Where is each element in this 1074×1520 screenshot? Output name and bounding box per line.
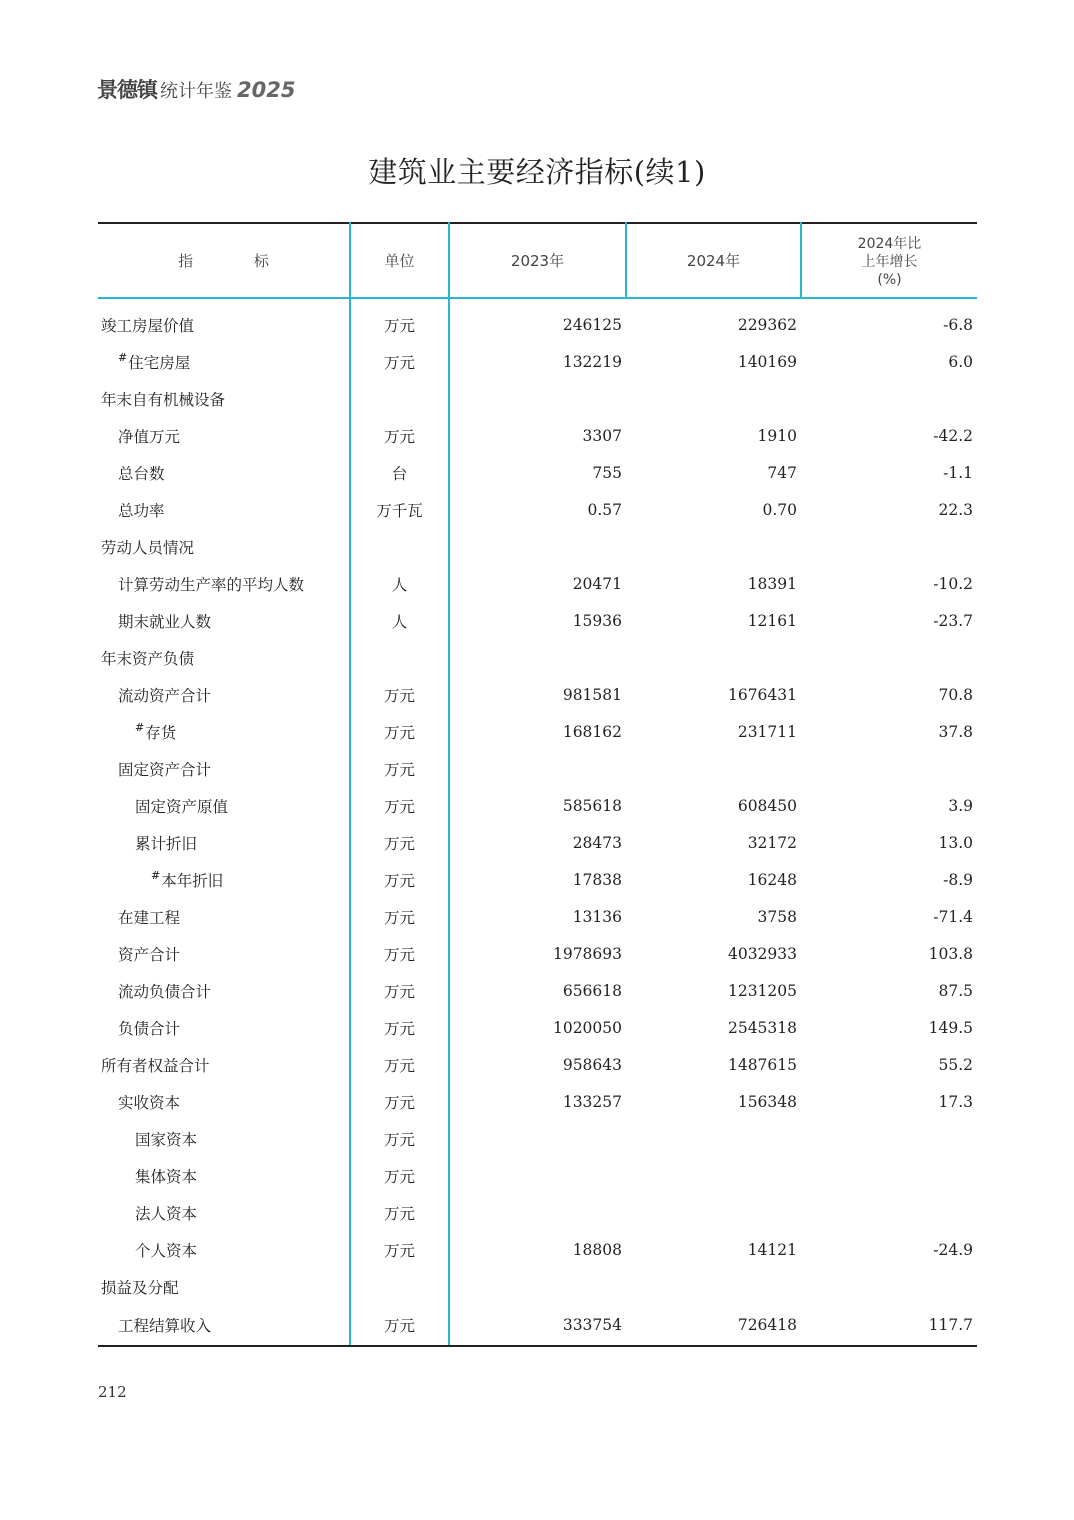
value-2023-cell: 585618 xyxy=(562,796,622,815)
table-row xyxy=(98,491,977,528)
value-2024-cell: 231711 xyxy=(737,722,797,741)
unit-cell: 万元 xyxy=(350,343,449,380)
table-row xyxy=(98,565,977,602)
table-row xyxy=(98,298,977,343)
value-2024-cell: 1487615 xyxy=(727,1055,797,1074)
subitem-mark: # xyxy=(151,868,161,882)
unit-cell: 万元 xyxy=(350,1046,449,1083)
col-header-unit: 单位 xyxy=(350,223,449,298)
value-2024-cell: 140169 xyxy=(737,352,797,371)
change-pct-cell: 117.7 xyxy=(801,1305,977,1346)
unit-cell: 万元 xyxy=(350,898,449,935)
value-2023-cell: 17838 xyxy=(572,870,622,889)
indicator-label: 住宅房屋 xyxy=(128,353,191,372)
value-2024-cell: 32172 xyxy=(747,833,797,852)
value-2024-cell: 156348 xyxy=(737,1092,797,1111)
indicator-cell xyxy=(98,380,350,417)
table-row xyxy=(98,750,977,787)
table-row xyxy=(98,1009,977,1046)
indicator-label: 资产合计 xyxy=(118,945,181,964)
col-header-change-line3: (%) xyxy=(877,271,902,288)
change-pct-cell: -71.4 xyxy=(933,907,973,926)
value-2023-cell: 1978693 xyxy=(552,944,622,963)
unit-cell: 万元 xyxy=(350,787,449,824)
change-pct-cell xyxy=(801,1157,977,1194)
unit-cell xyxy=(350,528,449,565)
value-2023-cell xyxy=(449,528,626,565)
value-2024-cell xyxy=(626,528,801,565)
col-header-change-line1: 2024年比 xyxy=(857,235,922,252)
unit-cell: 万元 xyxy=(350,861,449,898)
change-pct-cell: 87.5 xyxy=(938,981,973,1000)
unit-cell: 万元 xyxy=(350,1157,449,1194)
value-2024-cell xyxy=(626,1194,801,1231)
indicator-label: 集体资本 xyxy=(135,1167,198,1186)
indicator-cell xyxy=(98,1157,350,1194)
unit-cell: 万千瓦 xyxy=(350,491,449,528)
value-2023-cell: 981581 xyxy=(562,685,622,704)
indicator-table xyxy=(98,222,977,1347)
indicator-cell xyxy=(98,298,350,343)
table-row xyxy=(98,713,977,750)
indicator-label: 净值万元 xyxy=(118,427,181,446)
table-row xyxy=(98,898,977,935)
change-pct-cell: 37.8 xyxy=(938,722,973,741)
table-row xyxy=(98,824,977,861)
indicator-label: 总台数 xyxy=(118,464,165,483)
change-pct-cell: -42.2 xyxy=(933,426,973,445)
table-row xyxy=(98,1120,977,1157)
indicator-cell xyxy=(98,1009,350,1046)
indicator-label: 法人资本 xyxy=(135,1204,198,1223)
change-pct-cell: 13.0 xyxy=(938,833,973,852)
indicator-label: 存货 xyxy=(145,723,177,742)
value-2024-cell: 2545318 xyxy=(727,1018,797,1037)
value-2024-cell: 12161 xyxy=(747,611,797,630)
change-pct-cell: 149.5 xyxy=(928,1018,973,1037)
value-2024-cell xyxy=(626,380,801,417)
indicator-label: 流动负债合计 xyxy=(118,982,212,1001)
table-row xyxy=(98,676,977,713)
value-2023-cell xyxy=(449,1120,626,1157)
change-pct-cell: 17.3 xyxy=(938,1092,973,1111)
unit-cell: 台 xyxy=(350,454,449,491)
indicator-label: 损益及分配 xyxy=(101,1278,179,1297)
indicator-label: 年末自有机械设备 xyxy=(101,390,226,409)
col-header-change xyxy=(801,223,977,298)
indicator-cell xyxy=(98,972,350,1009)
value-2023-cell: 168162 xyxy=(562,722,622,741)
table-row xyxy=(98,972,977,1009)
change-pct-cell xyxy=(801,1194,977,1231)
value-2024-cell: 3758 xyxy=(757,907,797,926)
value-2023-cell: 333754 xyxy=(449,1305,626,1346)
change-pct-cell: -8.9 xyxy=(943,870,973,889)
unit-cell: 万元 xyxy=(350,417,449,454)
change-pct-cell: 55.2 xyxy=(938,1055,973,1074)
unit-cell: 人 xyxy=(350,602,449,639)
value-2024-cell: 0.70 xyxy=(762,500,797,519)
change-pct-cell: -23.7 xyxy=(933,611,973,630)
unit-cell xyxy=(350,380,449,417)
indicator-label: 总功率 xyxy=(118,501,165,520)
indicator-cell xyxy=(98,602,350,639)
change-pct-cell xyxy=(801,528,977,565)
unit-cell: 万元 xyxy=(350,1231,449,1268)
value-2024-cell: 16248 xyxy=(747,870,797,889)
subitem-mark: # xyxy=(135,720,145,734)
table-row xyxy=(98,380,977,417)
col-header-change-line2: 上年增长 xyxy=(861,253,918,270)
value-2023-cell: 132219 xyxy=(562,352,622,371)
value-2023-cell xyxy=(449,380,626,417)
value-2024-cell: 18391 xyxy=(747,574,797,593)
col-header-indicator: 指 标 xyxy=(98,223,350,298)
value-2023-cell: 28473 xyxy=(572,833,622,852)
value-2023-cell: 3307 xyxy=(582,426,622,445)
table-row xyxy=(98,417,977,454)
indicator-label: 计算劳动生产率的平均人数 xyxy=(118,575,305,594)
indicator-label: 实收资本 xyxy=(118,1093,181,1112)
indicator-cell xyxy=(98,1305,350,1346)
unit-cell: 万元 xyxy=(350,1083,449,1120)
table-row xyxy=(98,861,977,898)
unit-cell: 人 xyxy=(350,565,449,602)
value-2023-cell xyxy=(449,1157,626,1194)
unit-cell: 万元 xyxy=(350,298,449,343)
change-pct-cell: 70.8 xyxy=(938,685,973,704)
value-2023-cell: 18808 xyxy=(572,1240,622,1259)
page-title: 建筑业主要经济指标(续1) xyxy=(368,155,706,189)
indicator-cell xyxy=(98,713,350,750)
value-2024-cell xyxy=(626,1120,801,1157)
table-row xyxy=(98,454,977,491)
col-header-2024: 2024年 xyxy=(626,223,801,298)
indicator-cell xyxy=(98,1231,350,1268)
unit-cell: 万元 xyxy=(350,750,449,787)
value-2024-cell xyxy=(626,750,801,787)
value-2023-cell xyxy=(449,639,626,676)
value-2023-cell: 246125 xyxy=(562,316,622,334)
table-row xyxy=(98,528,977,565)
value-2023-cell: 0.57 xyxy=(587,500,622,519)
value-2023-cell: 656618 xyxy=(562,981,622,1000)
value-2023-cell xyxy=(449,1268,626,1305)
value-2024-cell xyxy=(626,639,801,676)
unit-cell xyxy=(350,1268,449,1305)
unit-cell: 万元 xyxy=(350,1009,449,1046)
value-2024-cell xyxy=(626,1268,801,1305)
indicator-cell xyxy=(98,1046,350,1083)
indicator-label: 所有者权益合计 xyxy=(101,1056,210,1075)
indicator-label: 流动资产合计 xyxy=(118,686,212,705)
indicator-cell xyxy=(98,1083,350,1120)
value-2024-cell: 1676431 xyxy=(727,685,797,704)
unit-cell: 万元 xyxy=(350,935,449,972)
change-pct-cell: -1.1 xyxy=(943,463,973,482)
indicator-label: 累计折旧 xyxy=(135,834,198,853)
indicator-cell xyxy=(98,935,350,972)
value-2023-cell: 13136 xyxy=(572,907,622,926)
unit-cell: 万元 xyxy=(350,1305,449,1346)
unit-cell xyxy=(350,639,449,676)
table-row xyxy=(98,935,977,972)
yearbook-header xyxy=(97,74,295,104)
indicator-cell xyxy=(98,417,350,454)
change-pct-cell: 3.9 xyxy=(948,796,973,815)
change-pct-cell: 6.0 xyxy=(948,352,973,371)
table-row xyxy=(98,1157,977,1194)
change-pct-cell xyxy=(801,1268,977,1305)
header-city: 景德镇 xyxy=(97,78,157,102)
indicator-label: 竣工房屋价值 xyxy=(101,317,195,335)
table-row xyxy=(98,1194,977,1231)
value-2024-cell: 4032933 xyxy=(727,944,797,963)
header-book: 统计年鉴 xyxy=(160,81,232,102)
value-2023-cell: 755 xyxy=(592,463,622,482)
indicator-cell xyxy=(98,1120,350,1157)
col-header-2023: 2023年 xyxy=(449,223,626,298)
indicator-cell xyxy=(98,898,350,935)
indicator-table-wrap xyxy=(98,222,977,1347)
indicator-label: 年末资产负债 xyxy=(101,649,195,668)
indicator-cell xyxy=(98,639,350,676)
change-pct-cell: -6.8 xyxy=(943,316,973,334)
subitem-mark: # xyxy=(118,350,128,364)
indicator-cell xyxy=(98,861,350,898)
unit-cell: 万元 xyxy=(350,1194,449,1231)
indicator-label: 负债合计 xyxy=(118,1019,181,1038)
indicator-label: 固定资产合计 xyxy=(118,760,212,779)
unit-cell: 万元 xyxy=(350,1120,449,1157)
change-pct-cell: -10.2 xyxy=(933,574,973,593)
value-2024-cell: 229362 xyxy=(737,316,797,334)
change-pct-cell xyxy=(801,380,977,417)
table-row xyxy=(98,1046,977,1083)
value-2024-cell xyxy=(626,1157,801,1194)
table-row xyxy=(98,1268,977,1305)
page-number: 212 xyxy=(98,1383,127,1401)
table-row xyxy=(98,787,977,824)
indicator-cell xyxy=(98,824,350,861)
table-row xyxy=(98,1305,977,1346)
indicator-label: 固定资产原值 xyxy=(135,797,229,816)
indicator-cell xyxy=(98,565,350,602)
indicator-label: 劳动人员情况 xyxy=(101,538,195,557)
change-pct-cell xyxy=(801,1120,977,1157)
table-row xyxy=(98,602,977,639)
value-2024-cell: 726418 xyxy=(626,1305,801,1346)
table-body xyxy=(98,298,977,1346)
indicator-cell xyxy=(98,491,350,528)
table-row xyxy=(98,639,977,676)
value-2024-cell: 608450 xyxy=(737,796,797,815)
header-year: 2025 xyxy=(237,78,296,102)
change-pct-cell xyxy=(801,750,977,787)
indicator-cell xyxy=(98,454,350,491)
indicator-cell xyxy=(98,343,350,380)
indicator-label: 工程结算收入 xyxy=(118,1317,212,1335)
indicator-label: 期末就业人数 xyxy=(118,612,212,631)
table-header-row xyxy=(98,223,977,298)
indicator-cell xyxy=(98,1194,350,1231)
value-2023-cell xyxy=(449,750,626,787)
indicator-label: 个人资本 xyxy=(135,1241,198,1260)
indicator-label: 在建工程 xyxy=(118,908,181,927)
value-2023-cell: 1020050 xyxy=(552,1018,622,1037)
indicator-label: 国家资本 xyxy=(135,1130,198,1149)
change-pct-cell: -24.9 xyxy=(933,1240,973,1259)
value-2024-cell: 747 xyxy=(767,463,797,482)
value-2023-cell: 20471 xyxy=(572,574,622,593)
value-2024-cell: 1910 xyxy=(757,426,797,445)
value-2024-cell: 1231205 xyxy=(727,981,797,1000)
unit-cell: 万元 xyxy=(350,713,449,750)
unit-cell: 万元 xyxy=(350,824,449,861)
value-2023-cell: 15936 xyxy=(572,611,622,630)
table-row xyxy=(98,343,977,380)
indicator-cell xyxy=(98,528,350,565)
value-2023-cell xyxy=(449,1194,626,1231)
change-pct-cell: 103.8 xyxy=(928,944,973,963)
indicator-cell xyxy=(98,787,350,824)
table-row xyxy=(98,1231,977,1268)
unit-cell: 万元 xyxy=(350,676,449,713)
change-pct-cell: 22.3 xyxy=(938,500,973,519)
indicator-cell xyxy=(98,1268,350,1305)
indicator-cell xyxy=(98,750,350,787)
value-2023-cell: 133257 xyxy=(562,1092,622,1111)
change-pct-cell xyxy=(801,639,977,676)
unit-cell: 万元 xyxy=(350,972,449,1009)
indicator-label: 本年折旧 xyxy=(161,871,224,890)
value-2024-cell: 14121 xyxy=(747,1240,797,1259)
table-row xyxy=(98,1083,977,1120)
value-2023-cell: 958643 xyxy=(562,1055,622,1074)
indicator-cell xyxy=(98,676,350,713)
